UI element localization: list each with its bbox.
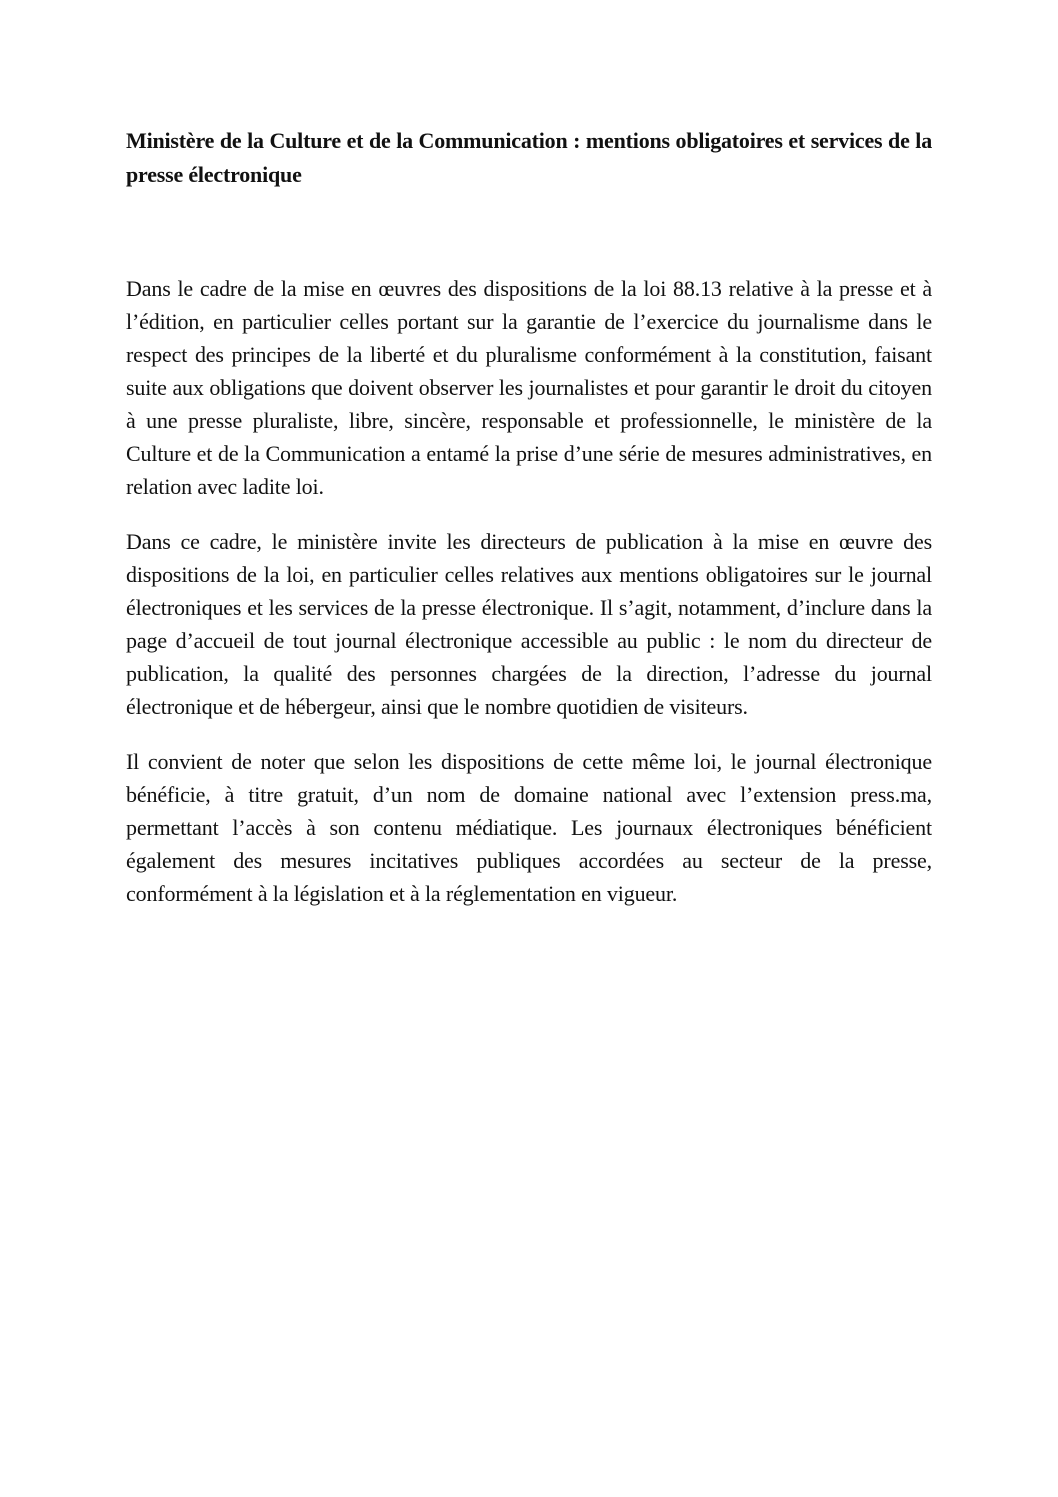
document-title: Ministère de la Culture et de la Communication : mentions obligatoires et services de la presse électronique [126, 128, 932, 187]
document-body [126, 272, 932, 910]
paragraph-1: Dans le cadre de la mise en œuvres des dispositions de la loi 88.13 relative à la presse et à l’édition, en particulier celles portant sur la garantie de l’exercice du journalisme dans le respect des principes de la liberté et du pluralisme conformément à la constitution, faisant suite aux obligations que doivent observer les journalistes et pour garantir le droit du citoyen à une presse pluraliste, libre, sincère, responsable et professionnelle, le ministère de la Culture et de la Communication a entamé la prise d’une série de mesures administratives, en relation avec ladite loi. [126, 276, 932, 499]
paragraph-2: Dans ce cadre, le ministère invite les directeurs de publication à la mise en œuvre des dispositions de la loi, en particulier celles relatives aux mentions obligatoires sur le journal électroniques et les services de la presse électronique. Il s’agit, notamment, d’inclure dans la page d’accueil de tout journal électronique accessible au public : le nom du directeur de publication, la qualité des personnes chargées de la direction, l’adresse du journal électronique et de hébergeur, ainsi que le nombre quotidien de visiteurs. [126, 529, 932, 719]
paragraph-3: Il convient de noter que selon les dispositions de cette même loi, le journal électronique bénéficie, à titre gratuit, d’un nom de domaine national avec l’extension press.ma, permettant l’accès à son contenu médiatique. Les journaux électroniques bénéficient également des mesures incitatives publiques accordées au secteur de la presse, conformément à la législation et à la réglementation en vigueur. [126, 749, 932, 906]
document-content [126, 124, 932, 932]
